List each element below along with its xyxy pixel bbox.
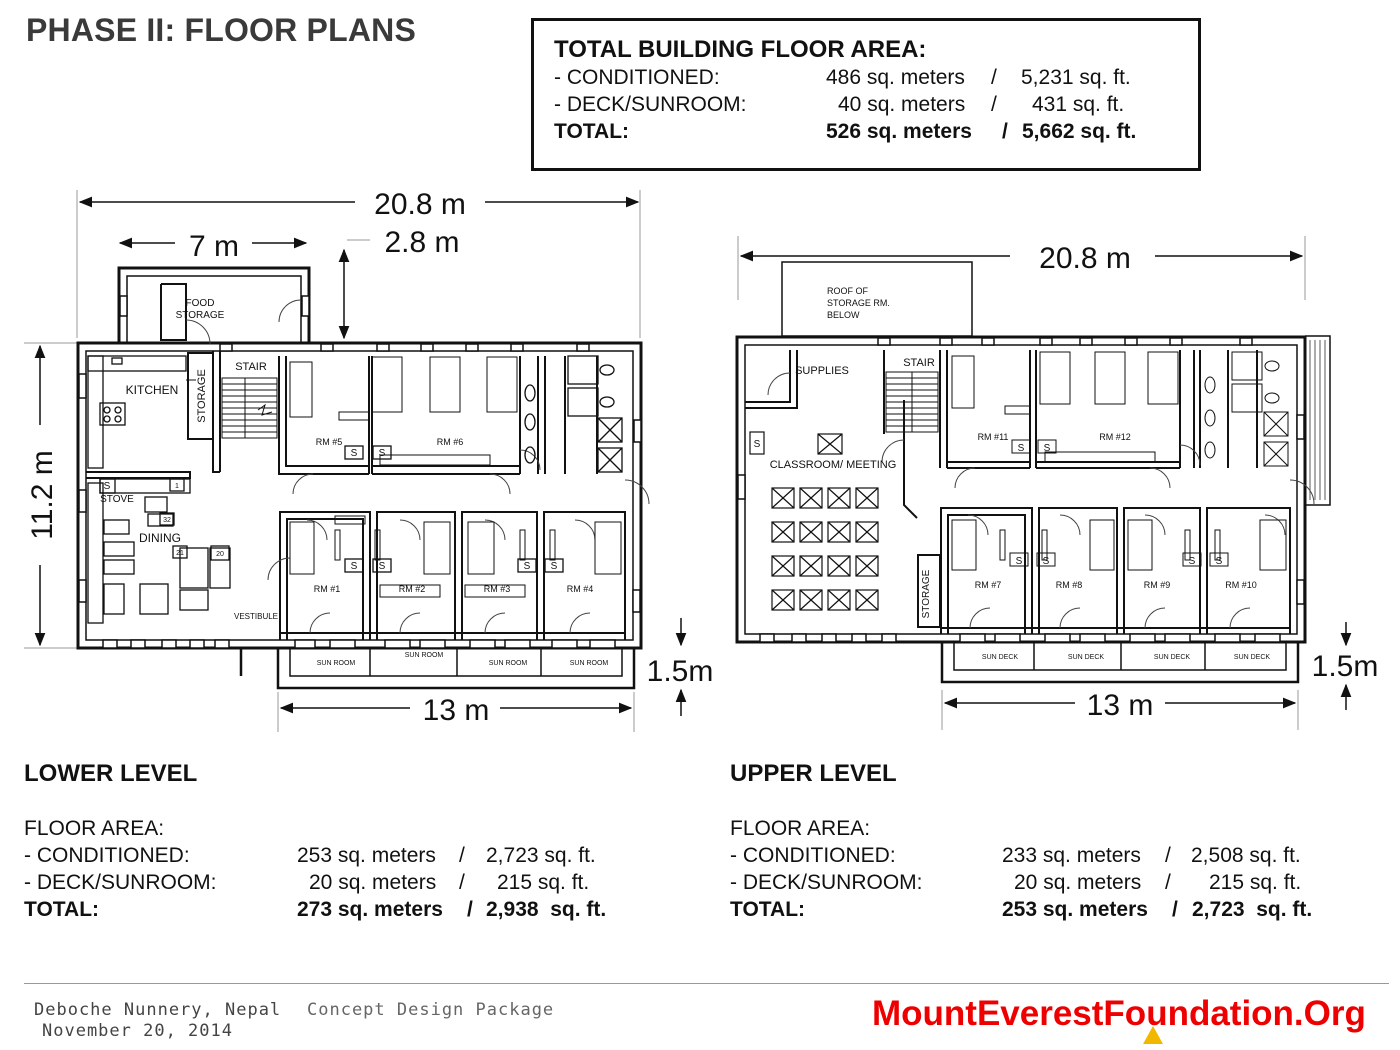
sink-label: S <box>378 561 386 572</box>
row-feet: 215 sq. ft. <box>1209 871 1302 894</box>
row-sep: / <box>1002 120 1008 143</box>
room-label: RM #7 <box>974 580 1002 590</box>
room-label: RM #10 <box>1225 580 1257 590</box>
lower-wing-width-label: 7 m <box>188 230 240 263</box>
upper-level-summary <box>730 760 1370 930</box>
row-sep: / <box>991 66 997 89</box>
room-label: SUPPLIES <box>795 365 849 377</box>
upper-level-plan <box>737 236 1378 730</box>
desk-grid <box>772 488 878 610</box>
row-meters: 253 sq. meters <box>297 844 436 867</box>
row-feet: 2,508 sq. ft. <box>1191 844 1301 867</box>
page-title: PHASE II: FLOOR PLANS <box>26 12 416 48</box>
row-label: - DECK/SUNROOM: <box>730 871 923 894</box>
sink-label: S <box>1043 443 1051 454</box>
total-area-heading: TOTAL BUILDING FLOOR AREA: <box>554 36 927 63</box>
row-feet: 215 sq. ft. <box>497 871 590 894</box>
room-label: BELOW <box>827 310 860 320</box>
row-sep: / <box>459 844 465 867</box>
table-number: 21 <box>176 550 184 557</box>
lower-level-summary <box>24 760 664 930</box>
lower-sunroom-depth-label: 1.5m <box>646 655 714 688</box>
room-label: RM #1 <box>313 584 341 594</box>
sink-label: S <box>1017 443 1025 454</box>
upper-stair <box>886 372 938 432</box>
lower-level-plan <box>24 188 713 732</box>
sink-label: S <box>103 481 111 492</box>
sink-label: S <box>378 448 386 459</box>
sink-label: S <box>1015 556 1023 567</box>
row-sep: / <box>467 898 473 921</box>
room-label: SUN DECK <box>1067 654 1105 661</box>
footer-date: November 20, 2014 <box>42 1021 233 1041</box>
room-label: STAIR <box>903 357 935 369</box>
room-label: RM #6 <box>436 437 464 447</box>
row-feet: 5,662 sq. ft. <box>1022 120 1137 143</box>
sink-label: S <box>550 561 558 572</box>
lower-level-subtitle: FLOOR AREA: <box>24 817 165 840</box>
room-label: RM #9 <box>1143 580 1171 590</box>
room-label: SUN ROOM <box>316 660 356 667</box>
footer-project: Deboche Nunnery, Nepal <box>34 1000 282 1020</box>
upper-walls <box>737 262 1330 682</box>
lower-height-label: 11.2 m <box>26 450 59 540</box>
row-meters: 486 sq. meters <box>826 66 965 89</box>
row-meters: 40 sq. meters <box>838 93 966 116</box>
lower-stair <box>222 378 277 438</box>
row-meters: 253 sq. meters <box>1002 898 1148 921</box>
room-label: FOOD <box>185 298 215 309</box>
room-label: STAIR <box>235 361 267 373</box>
row-sep: / <box>459 871 465 894</box>
room-label: RM #4 <box>566 584 594 594</box>
room-label: STORAGE <box>196 369 208 423</box>
upper-width-label: 20.8 m <box>1039 242 1131 275</box>
row-label: TOTAL: <box>24 898 100 921</box>
room-label: STORAGE <box>175 310 225 321</box>
room-label: VESTIBULE <box>233 612 279 621</box>
room-label: SUN DECK <box>1153 654 1191 661</box>
room-label: RM #5 <box>315 437 343 447</box>
table-number: 20 <box>216 551 224 558</box>
sink-label: S <box>1188 556 1196 567</box>
room-label: RM #8 <box>1055 580 1083 590</box>
room-label: ROOF OF <box>827 286 868 296</box>
room-label: SUN DECK <box>1233 654 1271 661</box>
room-label: STOVE <box>100 494 134 505</box>
row-label: TOTAL: <box>730 898 806 921</box>
room-label: SUN ROOM <box>488 660 528 667</box>
sink-label: S <box>350 448 358 459</box>
table-number: 32 <box>163 517 171 524</box>
footer-package: Concept Design Package <box>307 1000 555 1020</box>
sink-label: S <box>753 439 761 450</box>
table-number: 1 <box>175 483 179 490</box>
row-meters: 273 sq. meters <box>297 898 443 921</box>
row-feet: 5,231 sq. ft. <box>1021 66 1131 89</box>
upper-sundeck-depth-label: 1.5m <box>1311 650 1379 683</box>
upper-level-subtitle: FLOOR AREA: <box>730 817 871 840</box>
row-label: - CONDITIONED: <box>24 844 190 867</box>
room-label: RM #12 <box>1099 432 1131 442</box>
row-label: - CONDITIONED: <box>554 66 720 89</box>
row-label: - DECK/SUNROOM: <box>24 871 217 894</box>
lower-interior-walls <box>86 284 625 640</box>
room-label: RM #3 <box>483 584 511 594</box>
row-feet: 2,723 sq. ft. <box>1192 898 1313 921</box>
row-label: - DECK/SUNROOM: <box>554 93 747 116</box>
room-label: SUN DECK <box>981 654 1019 661</box>
lower-room-labels <box>100 298 608 667</box>
upper-level-title: UPPER LEVEL <box>730 760 897 787</box>
row-feet: 431 sq. ft. <box>1032 93 1125 116</box>
sink-label: S <box>523 561 531 572</box>
sink-label: S <box>350 561 358 572</box>
row-label: TOTAL: <box>554 120 630 143</box>
room-label: SUN ROOM <box>569 660 609 667</box>
lower-wing-depth-label: 2.8 m <box>384 226 460 259</box>
lower-dimensions <box>24 190 681 732</box>
lower-width-label: 20.8 m <box>374 188 466 221</box>
upper-room-labels <box>754 286 1271 661</box>
row-meters: 526 sq. meters <box>826 120 972 143</box>
room-label: CLASSROOM/ MEETING <box>769 459 897 471</box>
room-label: DINING <box>139 531 181 545</box>
room-label: STORAGE RM. <box>827 298 890 308</box>
row-sep: / <box>1172 898 1178 921</box>
lower-level-title: LOWER LEVEL <box>24 760 198 787</box>
upper-windows <box>738 338 1304 642</box>
room-label: RM #11 <box>977 432 1009 442</box>
sink-label: S <box>1215 556 1223 567</box>
row-meters: 233 sq. meters <box>1002 844 1141 867</box>
room-label: SUN ROOM <box>404 652 444 659</box>
row-feet: 2,938 sq. ft. <box>486 898 607 921</box>
foundation-link[interactable]: MountEverestFoundation.Org <box>872 994 1366 1033</box>
room-label: RM #2 <box>398 584 426 594</box>
row-meters: 20 sq. meters <box>309 871 437 894</box>
lower-sunroom-width-label: 13 m <box>422 694 490 727</box>
room-label: KITCHEN <box>125 383 179 397</box>
upper-dimension-labels <box>1039 242 1378 722</box>
room-label: STORAGE <box>921 569 932 619</box>
row-sep: / <box>991 93 997 116</box>
row-meters: 20 sq. meters <box>1014 871 1142 894</box>
row-feet: 2,723 sq. ft. <box>486 844 596 867</box>
row-sep: / <box>1165 844 1171 867</box>
row-sep: / <box>1165 871 1171 894</box>
row-label: - CONDITIONED: <box>730 844 896 867</box>
sink-label: S <box>1042 556 1050 567</box>
upper-sundeck-width-label: 13 m <box>1086 689 1154 722</box>
footer-divider <box>24 983 1389 984</box>
